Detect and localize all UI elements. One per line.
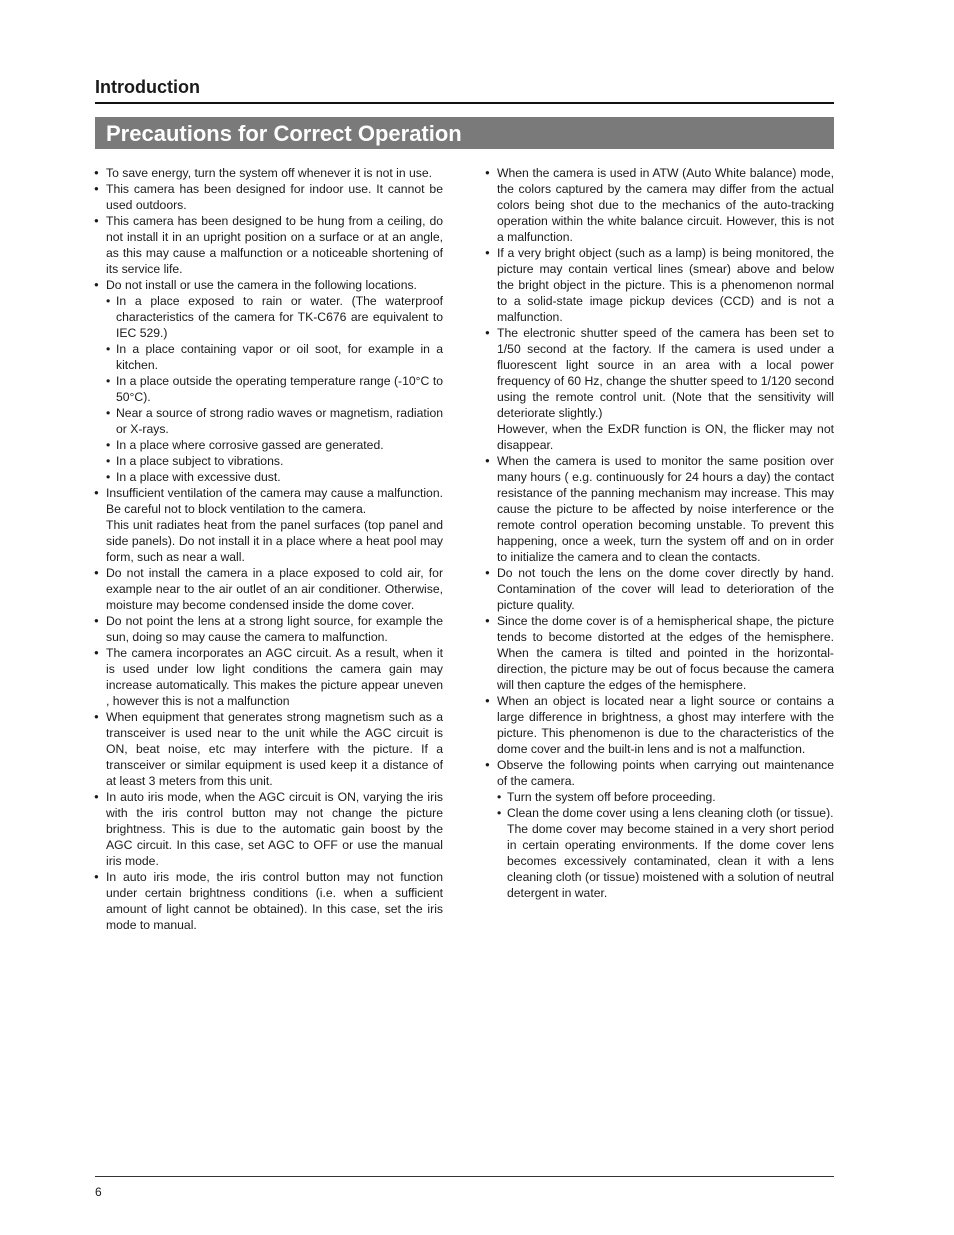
bullet-item: ● When equipment that generates strong magnetism such as a transceiver is used near to the unit while the AGC circuit is ON, beat noise, etc may interfere with the picture. If a transceiver or similar equipment is used keep it a distance of at least 3 meters from this unit. [94, 709, 443, 789]
sub-continuation-paragraph: The dome cover may become stained in a very short period in certain operating environments. If the dome cover lens becomes excessively contaminated, clean it with a lens cleaning cloth (or tissue) moistened with a solution of neutral detergent in water. [507, 822, 834, 900]
bullet-item: ● This camera has been designed to be hung from a ceiling, do not install it in an upright position on a surface or at an angle, as this may cause a malfunction or a noticeable shortening of its service life. [94, 213, 443, 277]
header-rule [95, 102, 834, 104]
bullet-item: ● In auto iris mode, the iris control button may not function under certain brightness conditions (i.e. when a sufficient amount of light cannot be obtained). In this case, set the iris mode to manual. [94, 869, 443, 933]
sub-bullet-item: • Near a source of strong radio waves or magnetism, radiation or X-rays. [94, 405, 443, 437]
bullet-item: ● Do not install or use the camera in the following locations. [94, 277, 443, 293]
bullet-item: ● In auto iris mode, when the AGC circuit is ON, varying the iris with the iris control button may not change the picture brightness. This is due to the automatic gain boost by the AGC circuit. In this case, set AGC to OFF or use the manual iris mode. [94, 789, 443, 869]
page-number: 6 [95, 1185, 102, 1199]
sub-bullet-item: • Turn the system off before proceeding. [485, 789, 834, 805]
bullet-item: ● This camera has been designed for indoor use. It cannot be used outdoors. [94, 181, 443, 213]
footer-rule [95, 1176, 834, 1177]
sub-bullet-item: • In a place exposed to rain or water. (The waterproof characteristics of the camera for TK-C676 are equivalent to IEC 529.) [94, 293, 443, 341]
sub-bullet-item: • In a place containing vapor or oil soot, for example in a kitchen. [94, 341, 443, 373]
bullet-item: ● The camera incorporates an AGC circuit. As a result, when it is used under low light conditions the camera gain may increase automatically. This makes the picture appear uneven , however this is not a malfunction [94, 645, 443, 709]
bullet-item: ● Since the dome cover is of a hemispherical shape, the picture tends to become distorted at the edges of the hemisphere. When the camera is tilted and pointed in the horizontal-direction, the picture may be out of focus because the camera will then capture the edges of the hemisphere. [485, 613, 834, 693]
bullet-item: ● Do not point the lens at a strong light source, for example the sun, doing so may cause the camera to malfunction. [94, 613, 443, 645]
bullet-item: ● When the camera is used to monitor the same position over many hours ( e.g. continuously for 24 hours a day) the contact resistance of the panning mechanism may increase. This may cause the picture to be affected by noise interference or the remote control operation becoming unstable. To prevent this happening, once a week, turn the system off and on in order to initialize the camera and to clean the contacts. [485, 453, 834, 565]
bullet-item: ● Observe the following points when carrying out maintenance of the camera. [485, 757, 834, 789]
continuation-paragraph: This unit radiates heat from the panel surfaces (top panel and side panels). Do not install it in a place where a heat pool may form, such as near a wall. [106, 518, 443, 564]
continuation-paragraph: However, when the ExDR function is ON, the flicker may not disappear. [497, 422, 834, 452]
section-label: Introduction [95, 77, 200, 97]
right-column [485, 165, 834, 901]
bullet-item: ● When the camera is used in ATW (Auto White balance) mode, the colors captured by the camera may differ from the actual colors being shot due to the mechanics of the auto-tracking operation within the white balance circuit. However, this is not a malfunction. [485, 165, 834, 245]
title-banner [95, 117, 834, 149]
left-column [94, 165, 443, 933]
bullet-item: ● When an object is located near a light source or contains a large difference in brightness, a ghost may interfere with the picture. This phenomenon is due to the characteristics of the dome cover and the built-in lens and is not a malfunction. [485, 693, 834, 757]
sub-bullet-item: • In a place with excessive dust. [94, 469, 443, 485]
sub-bullet-item: • In a place where corrosive gassed are generated. [94, 437, 443, 453]
bullet-item: ● To save energy, turn the system off whenever it is not in use. [94, 165, 443, 181]
sub-bullet-item: • In a place outside the operating temperature range (-10°C to 50°C). [94, 373, 443, 405]
bullet-item: ● Do not install the camera in a place exposed to cold air, for example near to the air outlet of an air conditioner. Otherwise, moisture may become condensed inside the dome cover. [94, 565, 443, 613]
bullet-item: ● If a very bright object (such as a lamp) is being monitored, the picture may contain vertical lines (smear) above and below the bright object in the picture. This is a phenomenon normal to a solid-state image pickup devices (CCD) and is not a malfunction. [485, 245, 834, 325]
page-title: Precautions for Correct Operation [106, 121, 462, 146]
sub-bullet-item: • In a place subject to vibrations. [94, 453, 443, 469]
bullet-item: ● The electronic shutter speed of the camera has been set to 1/50 second at the factory. If the camera is used under a fluorescent light source in an area with a local power frequency of 60 Hz, change the shutter speed to 1/120 second using the remote control unit. (Note that the sensitivity will deteriorate slightly.) [485, 325, 834, 421]
bullet-item: ● Insufficient ventilation of the camera may cause a malfunction. Be careful not to block ventilation to the camera. [94, 485, 443, 517]
bullet-item: ● Do not touch the lens on the dome cover directly by hand. Contamination of the cover will lead to deterioration of the picture quality. [485, 565, 834, 613]
sub-bullet-item: • Clean the dome cover using a lens cleaning cloth (or tissue). [485, 805, 834, 821]
